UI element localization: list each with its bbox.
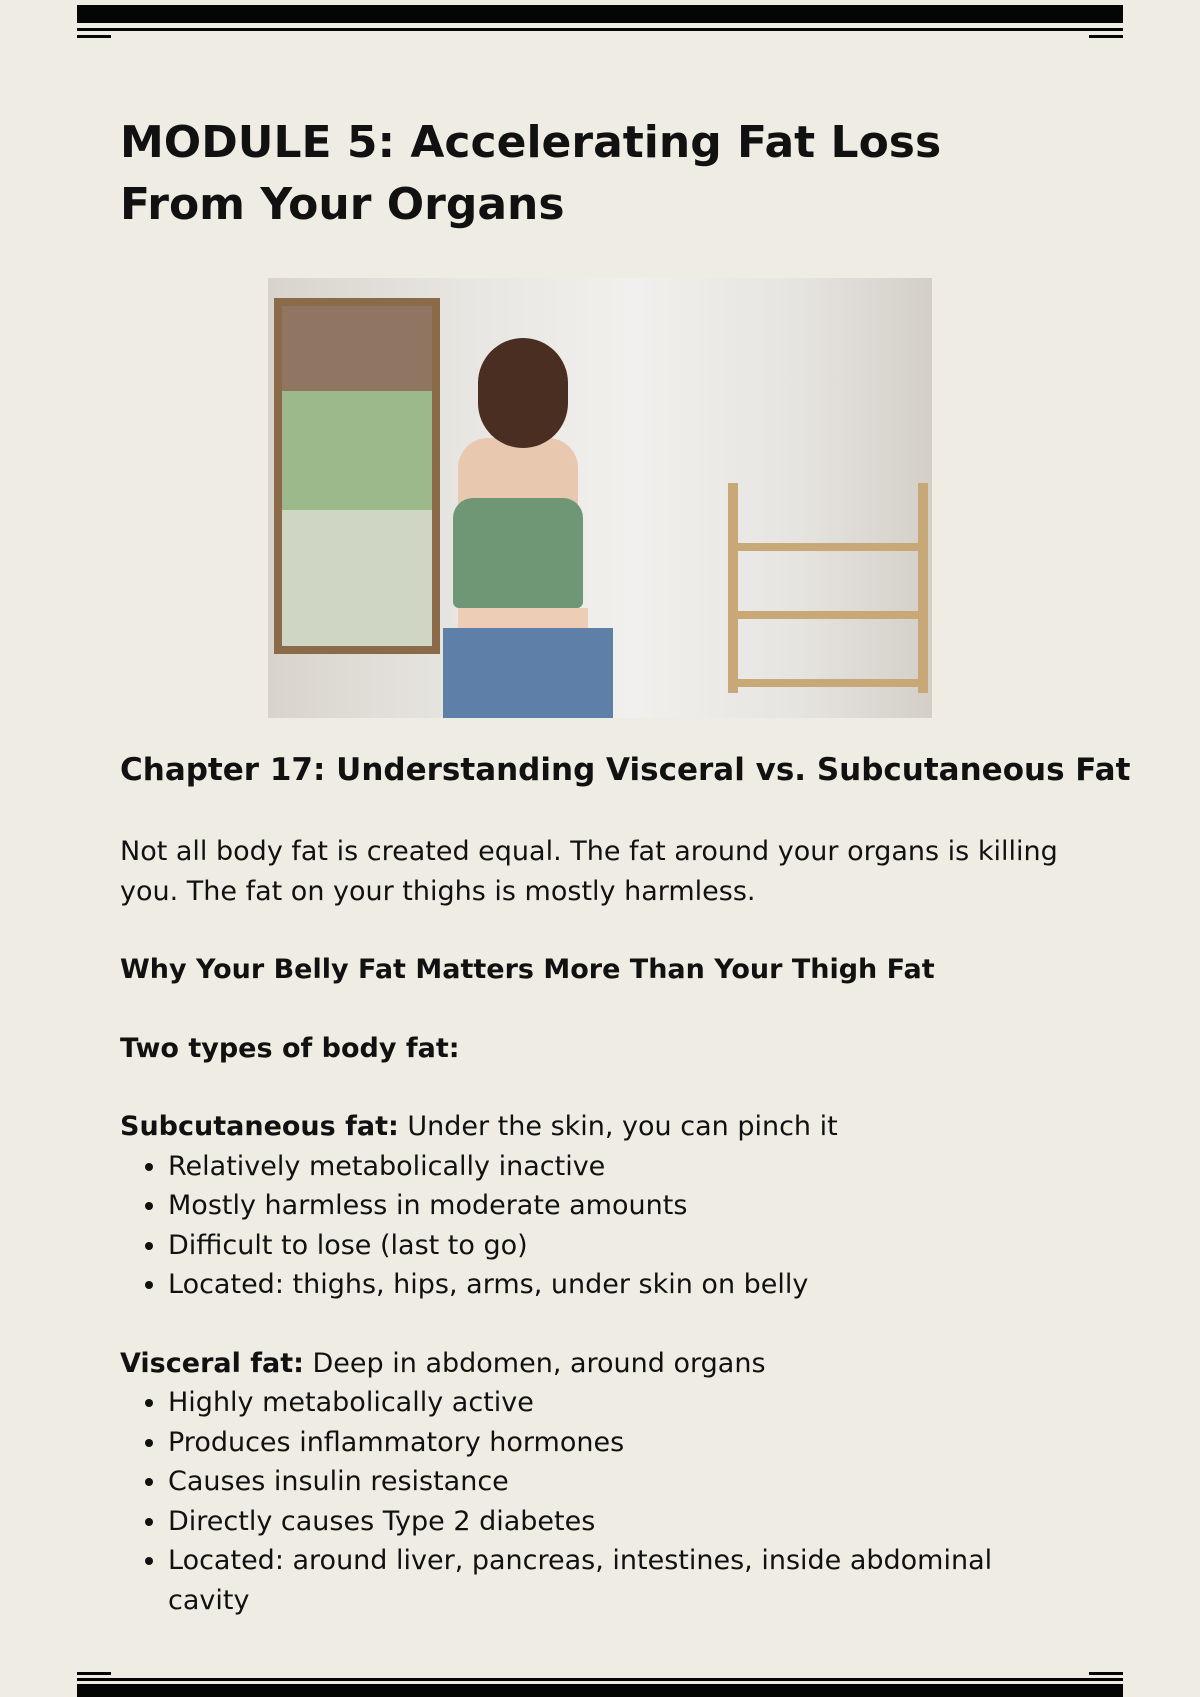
list-item: • Highly metabolically active (168, 1383, 1038, 1423)
list-item: • Difficult to lose (last to go) (168, 1226, 1090, 1266)
bottom-border-thin (77, 1678, 1123, 1681)
types-heading: Two types of body fat: (120, 1032, 460, 1064)
list-item: • Produces inflammatory hormones (168, 1423, 1038, 1463)
subcutaneous-desc: Under the skin, you can pinch it (398, 1111, 838, 1142)
top-border-accent-left (77, 35, 111, 38)
top-border-accent-right (1089, 35, 1123, 38)
list-item: • Located: around liver, pancreas, intestines, inside abdominal cavity (168, 1541, 1038, 1620)
chapter-body (120, 832, 1090, 1659)
list-item: • Relatively metabolically inactive (168, 1147, 1090, 1187)
woman-oversized-jeans-photo (268, 278, 932, 718)
bottom-border-accent-left (77, 1672, 111, 1675)
chapter-heading: Chapter 17: Understanding Visceral vs. Subcutaneous Fat (120, 752, 1131, 788)
top-border-thin (77, 28, 1123, 31)
visceral-label: Visceral fat: (120, 1347, 304, 1379)
list-item: • Directly causes Type 2 diabetes (168, 1502, 1038, 1542)
list-item: • Mostly harmless in moderate amounts (168, 1186, 1090, 1226)
list-item: • Located: thighs, hips, arms, under skin on belly (168, 1265, 1090, 1305)
bottom-border-thick (77, 1684, 1123, 1697)
top-border-thick (77, 5, 1123, 23)
intro-paragraph: Not all body fat is created equal. The fat around your organs is killing you. The fat on your thighs is mostly harmless. (120, 836, 1058, 907)
subcutaneous-list (120, 1147, 1090, 1305)
module-title: MODULE 5: Accelerating Fat Loss From Your Organs (120, 117, 942, 230)
subcutaneous-label: Subcutaneous fat: (120, 1111, 399, 1142)
subheading: Why Your Belly Fat Matters More Than Your Thigh Fat (120, 954, 935, 985)
list-item: • Causes insulin resistance (168, 1462, 1038, 1502)
bottom-border-accent-right (1089, 1672, 1123, 1675)
visceral-desc: Deep in abdomen, around organs (303, 1347, 766, 1379)
visceral-list (120, 1383, 1038, 1620)
